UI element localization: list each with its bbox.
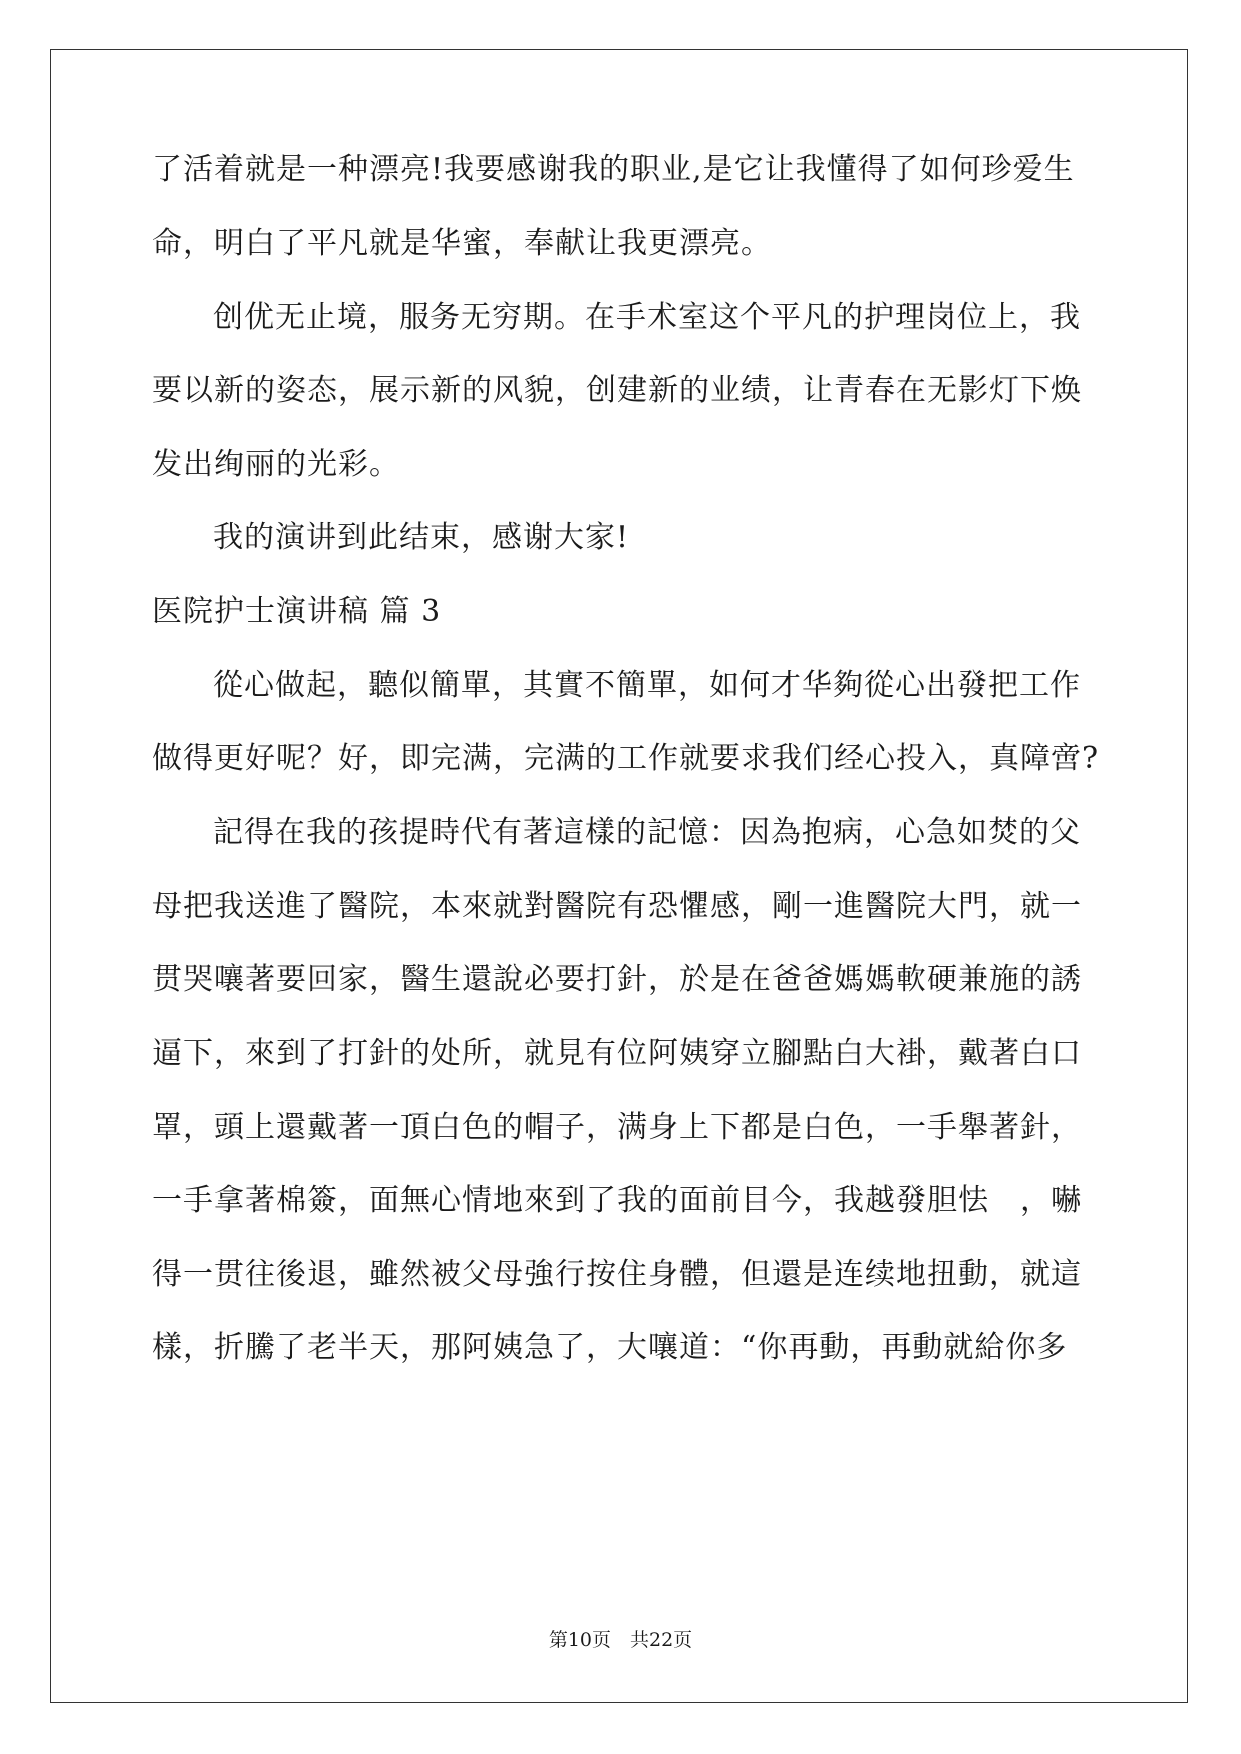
paragraph-start-3: 從心做起，聽似簡單，其實不簡單，如何才华夠從心出發把工作 bbox=[213, 668, 1081, 703]
paragraph-start-2: 我的演讲到此结束，感谢大家! bbox=[213, 520, 630, 555]
body-line-11: 母把我送進了醫院，本來就對醫院有恐懼感，剛一進醫院大門，就一 bbox=[152, 889, 1082, 924]
page-number-label: 第10页 共22页 bbox=[548, 1629, 693, 1651]
page-footer bbox=[0, 1628, 1241, 1652]
body-line-15: 一手拿著棉簽，面無心情地來到了我的面前目今，我越發胆怯 ，嚇 bbox=[152, 1183, 1082, 1218]
paragraph-start-4: 記得在我的孩提時代有著這樣的記憶：因為抱病，心急如焚的父 bbox=[213, 815, 1081, 850]
body-line-14: 罩，頭上還戴著一頂白色的帽子，满身上下都是白色，一手舉著針， bbox=[152, 1110, 1082, 1145]
body-line-5: 发出绚丽的光彩。 bbox=[152, 447, 400, 482]
body-line-16: 得一贯往後退，雖然被父母強行按住身體，但還是连续地扭動，就這 bbox=[152, 1257, 1082, 1292]
section-heading: 医院护士演讲稿 篇 3 bbox=[152, 594, 442, 629]
paragraph-start-1: 创优无止境，服务无穷期。在手术室这个平凡的护理岗位上，我 bbox=[213, 300, 1081, 335]
body-line-2: 命，明白了平凡就是华蜜，奉献让我更漂亮。 bbox=[152, 226, 772, 261]
body-line-12: 贯哭嚷著要回家，醫生還說必要打針，於是在爸爸媽媽軟硬兼施的誘 bbox=[152, 962, 1082, 997]
body-line-9: 做得更好呢？好，即完满，完满的工作就要求我们经心投入，真障啻? bbox=[152, 741, 1100, 776]
body-line-4: 要以新的姿态，展示新的风貌，创建新的业绩，让青春在无影灯下焕 bbox=[152, 373, 1082, 408]
body-line-1: 了活着就是一种漂亮!我要感谢我的职业,是它让我懂得了如何珍爱生 bbox=[152, 152, 1075, 187]
body-line-13: 逼下，來到了打針的处所，就見有位阿姨穿立腳點白大褂，戴著白口 bbox=[152, 1036, 1082, 1071]
body-line-17: 樣，折騰了老半天，那阿姨急了，大嚷道：“你再動，再動就給你多 bbox=[152, 1330, 1068, 1365]
